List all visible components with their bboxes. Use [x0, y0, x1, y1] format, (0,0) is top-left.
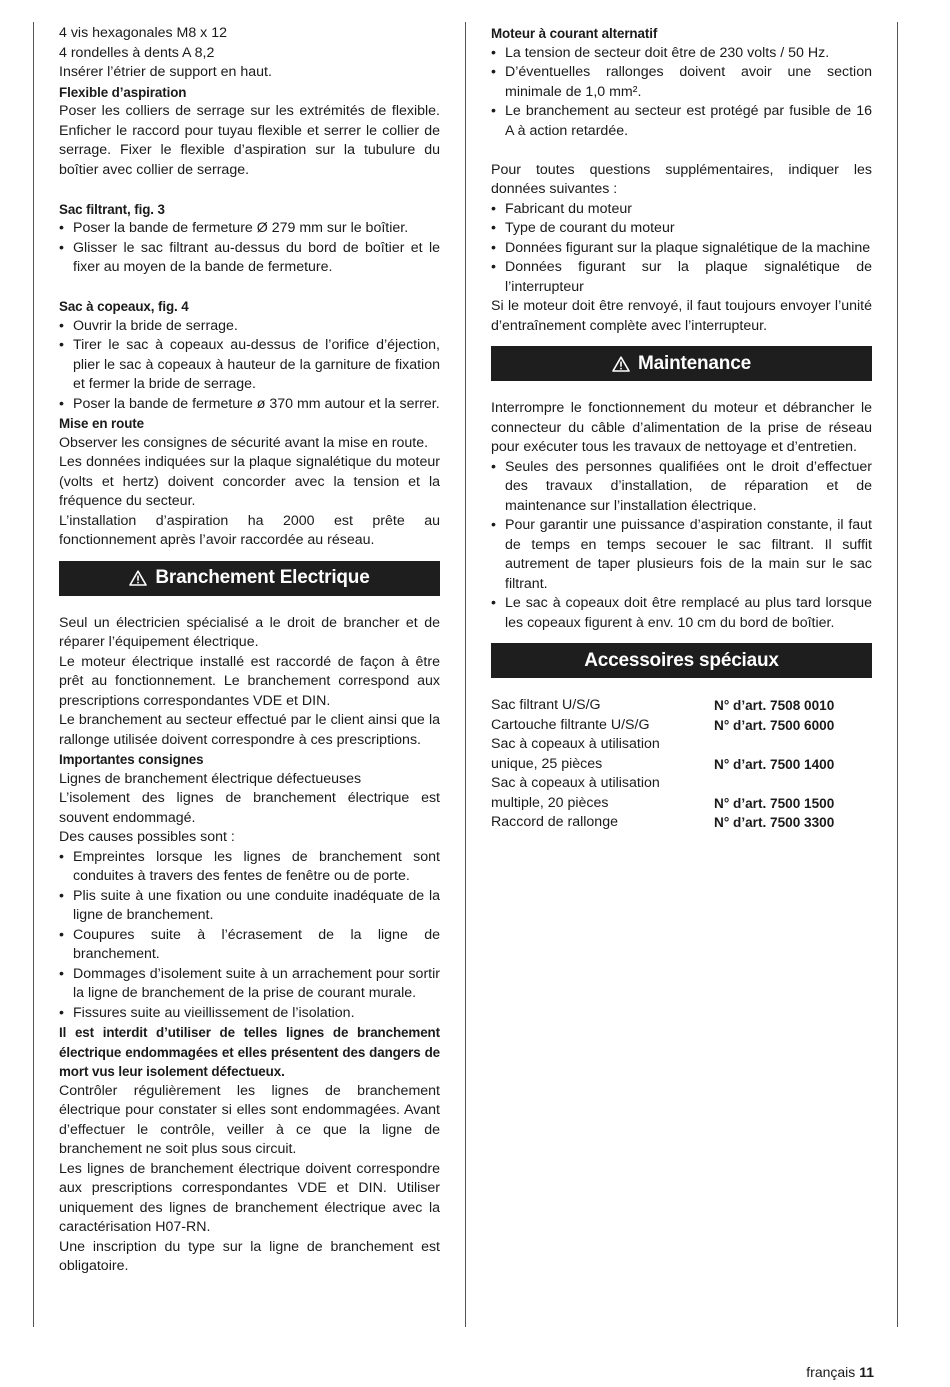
column-divider-rule — [465, 22, 466, 1327]
list-item: • Type de courant du moteur — [491, 219, 872, 239]
list-item: • Pour garantir une puissance d’aspiration constante, il faut de temps en temps secouer le sac filtrant. Il suffit autrement de taper plusieurs fois de la main sur le sac filtrant. — [491, 516, 872, 594]
table-row — [491, 696, 872, 716]
table-row — [491, 735, 872, 755]
accessory-ref: N° d’art. 7500 6000 — [714, 717, 835, 733]
page-number: 11 — [859, 1364, 874, 1380]
section-heading: Moteur à courant alternatif — [491, 26, 658, 41]
bullet-list — [59, 317, 440, 415]
list-item: • Glisser le sac filtrant au-dessus du bord de boîtier et le fixer au moyen de la bande de fermeture. — [59, 239, 440, 278]
accessory-ref: N° d’art. 7508 0010 — [714, 698, 835, 713]
paragraph: Pour toutes questions supplémentaires, indiquer les données suivantes : — [491, 161, 872, 197]
left-column — [59, 24, 440, 1277]
warning-triangle-icon — [129, 570, 147, 586]
paragraph: Interrompre le fonctionnement du moteur et débrancher le connecteur du câble d’alimentation de la prise de réseau pour exécuter tous les travaux de nettoyage et d’entretien. — [491, 400, 872, 455]
list-item: • Fissures suite au vieillissement de l’isolation. — [59, 1004, 440, 1024]
accessory-ref — [714, 774, 872, 794]
list-item: • Poser la bande de fermeture ø 370 mm autour et la serrer. — [59, 395, 440, 415]
list-item: • Le sac à copeaux doit être remplacé au plus tard lorsque les copeaux figurent à env. 10 cm du bord de boîtier. — [491, 594, 872, 633]
paragraph: 4 vis hexagonales M8 x 12 — [59, 25, 227, 41]
bullet-list — [491, 200, 872, 298]
accessory-ref: N° d’art. 7500 1400 — [714, 756, 835, 772]
footer-language: français — [806, 1364, 856, 1380]
accessories-table — [491, 696, 872, 833]
section-banner-accessoires — [491, 643, 872, 678]
list-item: • Dommages d’isolement suite à un arrachement pour sortir la ligne de branchement de la prise de courant murale. — [59, 965, 440, 1004]
list-item: • Tirer le sac à copeaux au-dessus de l’orifice d’éjection, plier le sac à copeaux à hauteur de la garniture de fixation et fermer la bride de serrage. — [59, 336, 440, 395]
section-heading: Sac filtrant, fig. 3 — [59, 201, 165, 217]
paragraph: Une inscription du type sur la ligne de branchement est obligatoire. — [59, 1238, 440, 1274]
paragraph: Contrôler régulièrement les lignes de branchement électrique pour constater si elles sont endommagées. Avant d’effectuer le contrôle, veiller à ce que la ligne de branchement ne soit plus sous circuit. — [59, 1082, 440, 1157]
paragraph: Les lignes de branchement électrique doivent correspondre aux prescriptions correspondantes VDE et DIN. Utiliser uniquement des lignes de branchement électrique avec la caractérisation H07-RN. — [59, 1160, 440, 1235]
list-item: • Plis suite à une fixation ou une conduite inadéquate de la ligne de branchement. — [59, 887, 440, 926]
paragraph: Lignes de branchement électrique défectueuses — [59, 770, 362, 787]
list-item: • Ouvrir la bride de serrage. — [59, 317, 440, 337]
accessory-name: multiple, 20 pièces — [491, 794, 609, 811]
list-item: • Empreintes lorsque les lignes de branchement sont conduites à travers des fentes de fenêtre ou de porte. — [59, 848, 440, 887]
paragraph: Poser les colliers de serrage sur les extrémités de flexible. Enficher le raccord pour tuyau flexible et serrer le collier de serrage. Fixer le flexible d’aspiration sur la tubulure du boîtier avec collier de serrage. — [59, 103, 440, 178]
table-row — [491, 794, 872, 814]
paragraph: Le branchement au secteur effectué par le client ainsi que la rallonge utilisée doivent correspondre à ces prescriptions. — [59, 712, 440, 748]
paragraph: Seul un électricien spécialisé a le droit de brancher et de réparer l’équipement électrique. — [59, 614, 440, 650]
bullet-list — [491, 458, 872, 634]
warning-paragraph: Il est interdit d’utiliser de telles lignes de branchement électrique endommagées et elles présentent des dangers de mort vus leur isolement défectueux. — [59, 1025, 440, 1079]
accessory-name: unique, 25 pièces — [491, 755, 603, 772]
accessory-name: Cartouche filtrante U/S/G — [491, 716, 650, 733]
accessory-ref: N° d’art. 7500 1500 — [714, 795, 835, 811]
section-banner-branchement — [59, 561, 440, 596]
paragraph: 4 rondelles à dents A 8,2 — [59, 44, 215, 61]
accessory-ref — [714, 735, 872, 755]
list-item: • Coupures suite à l’écrasement de la ligne de branchement. — [59, 926, 440, 965]
list-item: • D’éventuelles rallonges doivent avoir une section minimale de 1,0 mm². — [491, 63, 872, 102]
list-item: • Fabricant du moteur — [491, 200, 872, 220]
paragraph: Les données indiquées sur la plaque signalétique du moteur (volts et hertz) doivent concorder avec la tension et la fréquence du secteur. — [59, 454, 440, 509]
table-row — [491, 813, 872, 833]
accessory-name: Raccord de rallonge — [491, 814, 618, 830]
accessory-name: Sac à copeaux à utilisation — [491, 775, 660, 791]
right-margin-rule — [897, 22, 898, 1327]
table-row — [491, 755, 872, 775]
page-footer — [806, 1363, 874, 1383]
list-item: • Poser la bande de fermeture Ø 279 mm sur le boîtier. — [59, 219, 440, 239]
section-banner-maintenance — [491, 346, 872, 381]
banner-title: Accessoires spéciaux — [584, 649, 779, 671]
list-item: • Données figurant sur la plaque signalétique de la machine — [491, 239, 872, 259]
accessory-name: Sac à copeaux à utilisation — [491, 736, 660, 752]
list-item: • Données figurant sur la plaque signalétique de l’interrupteur — [491, 258, 872, 297]
bullet-list — [491, 44, 872, 142]
bullet-list — [59, 848, 440, 1024]
table-row — [491, 716, 872, 736]
list-item: • Le branchement au secteur est protégé par fusible de 16 A à action retardée. — [491, 102, 872, 141]
accessory-name: Sac filtrant U/S/G — [491, 697, 601, 713]
bullet-list — [59, 219, 440, 278]
paragraph: Insérer l’étrier de support en haut. — [59, 64, 272, 80]
right-column — [491, 24, 872, 833]
section-heading: Mise en route — [59, 416, 145, 431]
accessory-ref: N° d’art. 7500 3300 — [714, 815, 835, 830]
banner-title: Branchement Electrique — [155, 567, 370, 589]
section-heading: Flexible d’aspiration — [59, 84, 187, 100]
paragraph: Des causes possibles sont : — [59, 829, 235, 845]
list-item: • Seules des personnes qualifiées ont le droit d’effectuer des travaux d’installation, de réparation et de maintenance sur l’installation électrique. — [491, 458, 872, 517]
paragraph: Si le moteur doit être renvoyé, il faut toujours envoyer l’unité d’entraînement complète avec l’interrupteur. — [491, 298, 872, 334]
warning-triangle-icon — [612, 356, 630, 372]
paragraph: Observer les consignes de sécurité avant la mise en route. — [59, 434, 429, 451]
paragraph: L’isolement des lignes de branchement électrique est souvent endommagé. — [59, 790, 440, 826]
banner-title: Maintenance — [638, 352, 751, 374]
section-heading: Importantes consignes — [59, 752, 204, 767]
paragraph: Le moteur électrique installé est raccordé de façon à être prêt au fonctionnement. Le branchement correspond aux prescriptions correspondantes VDE et DIN. — [59, 653, 440, 709]
list-item: • La tension de secteur doit être de 230 volts / 50 Hz. — [491, 44, 872, 64]
left-margin-rule — [33, 22, 34, 1327]
table-row — [491, 774, 872, 794]
paragraph: L’installation d’aspiration ha 2000 est prête au fonctionnement après l’avoir raccordée au réseau. — [59, 512, 440, 548]
section-heading: Sac à copeaux, fig. 4 — [59, 299, 189, 314]
